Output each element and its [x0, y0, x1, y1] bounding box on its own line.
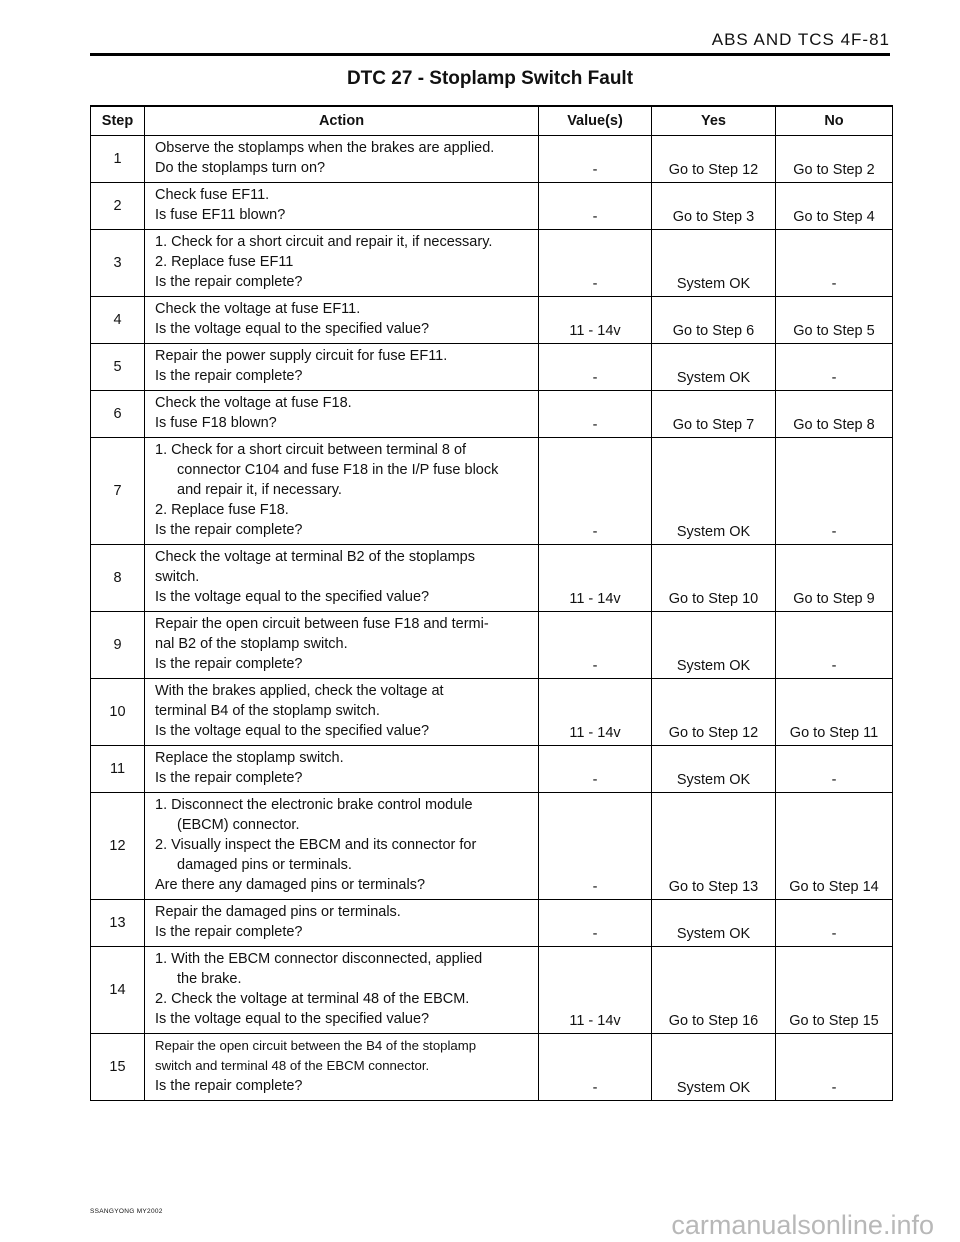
no-cell: -	[776, 230, 893, 297]
no-cell: Go to Step 9	[776, 545, 893, 612]
column-header-no: No	[776, 106, 893, 136]
action-cell	[145, 746, 539, 793]
action-cell	[145, 1034, 539, 1101]
action-line: Repair the damaged pins or terminals.	[155, 904, 401, 920]
action-cell	[145, 297, 539, 344]
action-cell	[145, 545, 539, 612]
step-number: 11	[91, 746, 145, 793]
yes-cell: Go to Step 13	[652, 793, 776, 900]
no-cell: -	[776, 612, 893, 679]
action-line: Is fuse EF11 blown?	[155, 207, 286, 223]
value-cell: -	[539, 438, 652, 545]
table-row	[91, 679, 893, 746]
action-line: Is the repair complete?	[155, 924, 303, 940]
step-number: 10	[91, 679, 145, 746]
action-line: connector C104 and fuse F18 in the I/P fuse block	[177, 462, 499, 478]
no-cell: -	[776, 344, 893, 391]
value-cell: 11 - 14v	[539, 545, 652, 612]
no-cell: -	[776, 438, 893, 545]
page-title: DTC 27 - Stoplamp Switch Fault	[346, 68, 634, 89]
step-number: 4	[91, 297, 145, 344]
table-row	[91, 545, 893, 612]
action-line: Is the voltage equal to the specified value?	[155, 1011, 430, 1027]
step-number: 14	[91, 947, 145, 1034]
step-number: 3	[91, 230, 145, 297]
action-line: Is the repair complete?	[155, 656, 303, 672]
action-cell	[145, 679, 539, 746]
action-line: Check the voltage at fuse F18.	[155, 395, 352, 411]
page-header	[90, 0, 890, 56]
action-cell	[145, 183, 539, 230]
action-line: Repair the open circuit between the B4 of the stoplamp	[155, 1038, 477, 1053]
action-line: Is the repair complete?	[155, 274, 303, 290]
table-row	[91, 183, 893, 230]
action-cell	[145, 947, 539, 1034]
action-line: Repair the open circuit between fuse F18 and termi-	[155, 616, 489, 632]
yes-cell: Go to Step 10	[652, 545, 776, 612]
column-header-step: Step	[91, 106, 145, 136]
table-row	[91, 793, 893, 900]
step-number: 7	[91, 438, 145, 545]
value-cell: -	[539, 1034, 652, 1101]
yes-cell: System OK	[652, 438, 776, 545]
action-line: 1. Disconnect the electronic brake control module	[155, 797, 473, 813]
yes-cell: System OK	[652, 900, 776, 947]
action-line: Check the voltage at terminal B2 of the stoplamps	[155, 549, 475, 565]
section-title: ABS AND TCS 4F-81	[711, 30, 890, 49]
value-cell: -	[539, 344, 652, 391]
value-cell: 11 - 14v	[539, 679, 652, 746]
value-cell: -	[539, 391, 652, 438]
table-row	[91, 344, 893, 391]
table-row	[91, 136, 893, 183]
action-line: Is the voltage equal to the specified value?	[155, 321, 430, 337]
value-cell: -	[539, 230, 652, 297]
yes-cell: System OK	[652, 612, 776, 679]
no-cell: Go to Step 5	[776, 297, 893, 344]
table-row	[91, 391, 893, 438]
action-cell	[145, 344, 539, 391]
yes-cell: Go to Step 6	[652, 297, 776, 344]
value-cell: -	[539, 746, 652, 793]
action-cell	[145, 136, 539, 183]
action-line: Is the repair complete?	[155, 770, 303, 786]
no-cell: -	[776, 900, 893, 947]
action-cell	[145, 230, 539, 297]
no-cell: Go to Step 4	[776, 183, 893, 230]
step-number: 2	[91, 183, 145, 230]
action-line: Are there any damaged pins or terminals?	[155, 877, 426, 893]
action-cell	[145, 438, 539, 545]
action-line: Is the repair complete?	[155, 522, 303, 538]
table-body	[91, 136, 893, 1101]
value-cell: -	[539, 612, 652, 679]
table-row	[91, 746, 893, 793]
watermark: carmanualsonline.info	[671, 1210, 934, 1240]
table-row	[91, 900, 893, 947]
no-cell: Go to Step 8	[776, 391, 893, 438]
action-line: switch and terminal 48 of the EBCM connector.	[155, 1058, 430, 1073]
action-line: Is the repair complete?	[155, 368, 303, 384]
action-line: 1. With the EBCM connector disconnected, applied	[155, 951, 483, 967]
action-line: 2. Visually inspect the EBCM and its connector for	[155, 837, 477, 853]
publisher-footer: SSANGYONG MY2002	[90, 1208, 163, 1215]
yes-cell: System OK	[652, 344, 776, 391]
action-line: and repair it, if necessary.	[177, 482, 342, 498]
action-line: nal B2 of the stoplamp switch.	[155, 636, 348, 652]
action-line: Replace the stoplamp switch.	[155, 750, 344, 766]
action-line: 2. Replace fuse EF11	[155, 254, 294, 270]
table-header-row	[91, 106, 893, 136]
action-line: Is the voltage equal to the specified value?	[155, 589, 430, 605]
step-number: 9	[91, 612, 145, 679]
yes-cell: System OK	[652, 1034, 776, 1101]
value-cell: 11 - 14v	[539, 947, 652, 1034]
yes-cell: System OK	[652, 230, 776, 297]
value-cell: -	[539, 900, 652, 947]
no-cell: Go to Step 15	[776, 947, 893, 1034]
action-line: terminal B4 of the stoplamp switch.	[155, 703, 380, 719]
yes-cell: System OK	[652, 746, 776, 793]
step-number: 13	[91, 900, 145, 947]
step-number: 12	[91, 793, 145, 900]
action-line: 1. Check for a short circuit and repair it, if necessary.	[155, 234, 493, 250]
table-row	[91, 297, 893, 344]
action-line: Observe the stoplamps when the brakes are applied.	[155, 140, 495, 156]
no-cell: -	[776, 746, 893, 793]
table-row	[91, 438, 893, 545]
action-line: (EBCM) connector.	[177, 817, 300, 833]
column-header-action: Action	[145, 106, 539, 136]
step-number: 5	[91, 344, 145, 391]
action-cell	[145, 391, 539, 438]
yes-cell: Go to Step 3	[652, 183, 776, 230]
action-cell	[145, 900, 539, 947]
action-line: 2. Check the voltage at terminal 48 of the EBCM.	[155, 991, 470, 1007]
action-line: Check fuse EF11.	[155, 187, 270, 203]
yes-cell: Go to Step 7	[652, 391, 776, 438]
value-cell: -	[539, 793, 652, 900]
action-cell	[145, 612, 539, 679]
table-row	[91, 612, 893, 679]
yes-cell: Go to Step 16	[652, 947, 776, 1034]
yes-cell: Go to Step 12	[652, 679, 776, 746]
diagnostic-table	[90, 105, 893, 1101]
action-line: Is fuse F18 blown?	[155, 415, 277, 431]
action-line: 1. Check for a short circuit between terminal 8 of	[155, 442, 467, 458]
action-line: Repair the power supply circuit for fuse EF11.	[155, 348, 448, 364]
column-header-yes: Yes	[652, 106, 776, 136]
no-cell: Go to Step 2	[776, 136, 893, 183]
action-line: Is the voltage equal to the specified value?	[155, 723, 430, 739]
value-cell: -	[539, 183, 652, 230]
step-number: 15	[91, 1034, 145, 1101]
action-line: Do the stoplamps turn on?	[155, 160, 326, 176]
value-cell: 11 - 14v	[539, 297, 652, 344]
no-cell: Go to Step 11	[776, 679, 893, 746]
yes-cell: Go to Step 12	[652, 136, 776, 183]
action-line: Check the voltage at fuse EF11.	[155, 301, 361, 317]
header-rule	[90, 53, 890, 56]
action-line: With the brakes applied, check the voltage at	[155, 683, 444, 699]
no-cell: -	[776, 1034, 893, 1101]
column-header-values: Value(s)	[539, 106, 652, 136]
table-row	[91, 1034, 893, 1101]
action-line: Is the repair complete?	[155, 1078, 303, 1094]
step-number: 6	[91, 391, 145, 438]
action-cell	[145, 793, 539, 900]
action-line: switch.	[155, 569, 200, 585]
table-row	[91, 230, 893, 297]
action-line: damaged pins or terminals.	[177, 857, 352, 873]
table-row	[91, 947, 893, 1034]
step-number: 1	[91, 136, 145, 183]
action-line: 2. Replace fuse F18.	[155, 502, 289, 518]
action-line: the brake.	[177, 971, 242, 987]
value-cell: -	[539, 136, 652, 183]
no-cell: Go to Step 14	[776, 793, 893, 900]
step-number: 8	[91, 545, 145, 612]
